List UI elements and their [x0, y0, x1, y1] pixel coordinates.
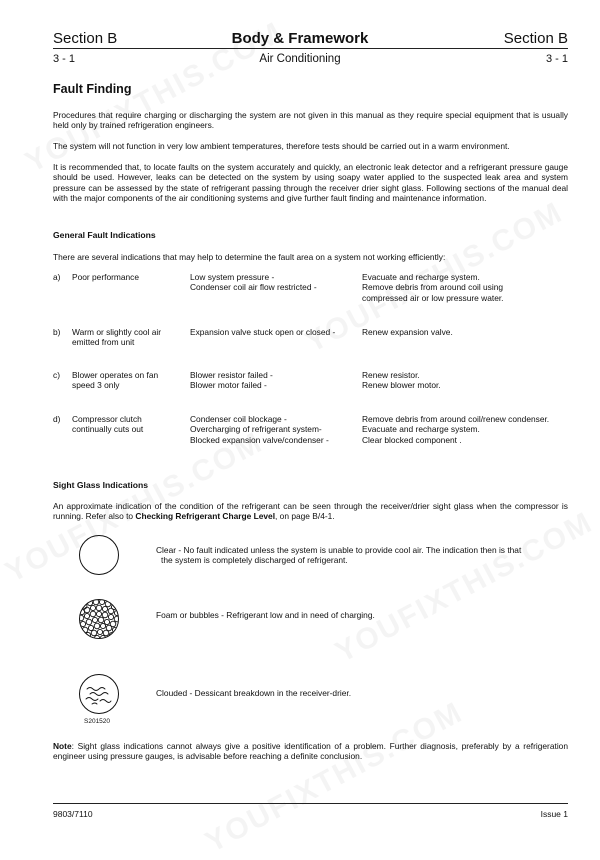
row-letter: d)	[53, 414, 61, 424]
row-remedy: Renew expansion valve.	[362, 327, 453, 337]
sight-glass-intro: An approximate indication of the condition of the refrigerant can be seen through the receiver/drier sight glass when the compressor is running. Refer also to Checking Refrigerant Charge Level, on page B/4-1.	[53, 501, 568, 522]
note-label: Note	[53, 741, 72, 751]
row-letter: c)	[53, 370, 60, 380]
row-symptom: Warm or slightly cool air emitted from unit	[72, 327, 162, 348]
watermark	[330, 506, 599, 670]
section-label-right: Section B	[503, 30, 568, 47]
page-number-left: 3 - 1	[53, 53, 76, 65]
sight-glass-foam-text: Foam or bubbles - Refrigerant low and in need of charging.	[156, 610, 375, 620]
row-letter: b)	[53, 327, 61, 337]
clouded-sight-glass-icon	[78, 673, 120, 715]
sight-glass-heading: Sight Glass Indications	[53, 480, 149, 490]
sight-glass-clouded-text: Clouded - Dessicant breakdown in the receiver-drier.	[156, 688, 352, 698]
page-title: Body & Framework	[231, 30, 369, 47]
general-fault-heading: General Fault Indications	[53, 230, 156, 240]
foam-bubbles-sight-glass-icon	[78, 598, 120, 640]
row-symptom: Compressor clutch continually cuts out	[72, 414, 144, 435]
page-number-right: 3 - 1	[545, 53, 568, 65]
row-cause: Condenser coil blockage - Overcharging of refrigerant system- Blocked expansion valve/condenser -	[190, 414, 329, 445]
clear-sight-glass-icon	[78, 534, 120, 576]
paragraph-2: The system will not function in very low ambient temperatures, therefore tests should be carried out in a warm environment.	[53, 141, 510, 151]
paragraph-1: Procedures that require charging or discharging the system are not given in this manual as they require special equipment that is usually held only by trained refrigeration engineers.	[53, 110, 568, 131]
row-cause: Blower resistor failed - Blower motor failed -	[190, 370, 273, 391]
row-remedy: Remove debris from around coil/renew condenser. Evacuate and recharge system. Clear blocked component .	[362, 414, 550, 445]
row-cause: Expansion valve stuck open or closed -	[190, 327, 336, 337]
page-subtitle: Air Conditioning	[259, 53, 341, 65]
section-heading: Fault Finding	[53, 82, 132, 96]
issue-label: Issue 1	[540, 809, 568, 819]
row-remedy: Renew resistor. Renew blower motor.	[362, 370, 441, 391]
document-number: 9803/7110	[53, 809, 93, 819]
section-label-left: Section B	[53, 30, 118, 47]
figure-code: S201520	[84, 718, 111, 725]
paragraph-3: It is recommended that, to locate faults on the system accurately and quickly, an electronic leak detector and a refrigerant pressure gauge should be used. However, leaks can be detected on the system by using soapy water applied to the suspected leak area and system pressure can be assessed by the state of refrigerant passing through the receiver drier sight glass. Following sections of the manual deal with the major components of the air conditioning systems and give further fault finding and maintenance information.	[53, 162, 568, 204]
sight-glass-clear-text: Clear - No fault indicated unless the system is unable to provide cool air. The indication then is that the system is completely discharged of refrigerant.	[156, 545, 522, 566]
row-remedy: Evacuate and recharge system. Remove debris from around coil using compressed air or low pressure water.	[362, 272, 504, 303]
general-fault-intro: There are several indications that may help to determine the fault area on a system not working efficiently:	[53, 252, 446, 262]
cross-reference-link: Checking Refrigerant Charge Level	[135, 511, 276, 522]
header-rule	[53, 48, 568, 49]
note-paragraph: Note: Sight glass indications cannot always give a positive identification of a problem. Further diagnosis, preferably by a refrigeration engineer using pressure gauges, is advisable before reaching a definite conclusion.	[53, 741, 568, 762]
row-symptom: Blower operates on fan speed 3 only	[72, 370, 159, 391]
footer-rule	[53, 803, 568, 804]
row-letter: a)	[53, 272, 61, 282]
watermark	[200, 696, 469, 860]
row-symptom: Poor performance	[72, 272, 140, 282]
row-cause: Low system pressure - Condenser coil air flow restricted -	[190, 272, 317, 293]
